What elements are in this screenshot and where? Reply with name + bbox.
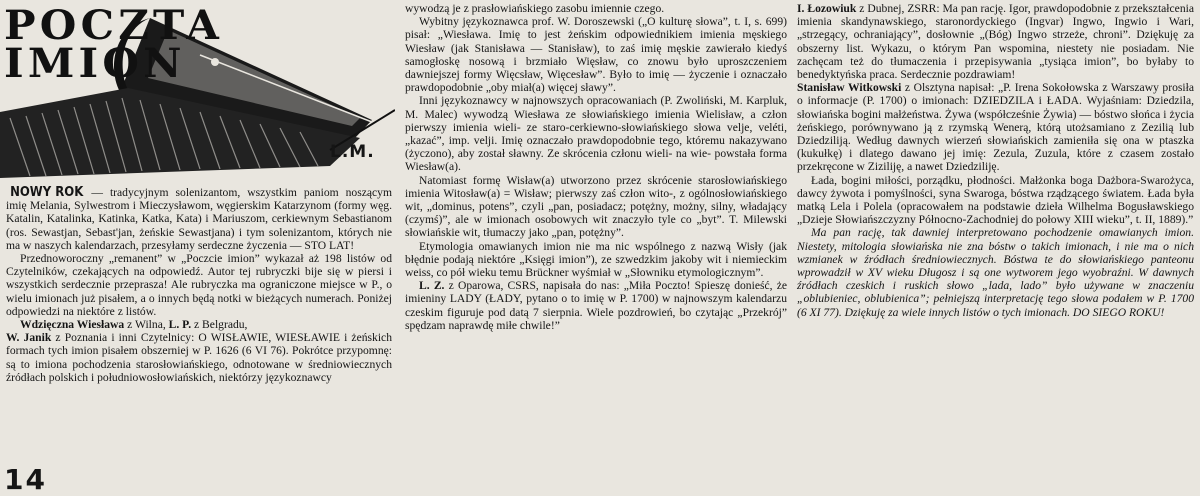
letter-reply bbox=[405, 279, 787, 332]
reader-name: Wdzięczna Wiesława bbox=[20, 318, 125, 332]
masthead bbox=[0, 0, 395, 192]
column-middle bbox=[405, 2, 787, 332]
section-title-line2: IMION bbox=[4, 40, 186, 87]
paragraph: Etymologia omawianych imion nie ma nic wspólnego z nazwą Wisły (jak błędnie podają niektóre „Księgi imion”), ze szwedzkim jakoby wit i niemieckim weiss, co pół wieku temu Brückner wyśmiał w „Słowniku etymologicznym”. bbox=[405, 239, 787, 280]
lead-paragraph bbox=[6, 186, 392, 252]
reader-name: Stanisław Witkowski bbox=[797, 81, 902, 95]
lead-heading: NOWY ROK bbox=[10, 185, 84, 200]
text-fragment: z Wilna, bbox=[127, 318, 166, 332]
reader-name: L. Z. bbox=[419, 279, 445, 293]
lead-text: — tradycyjnym solenizantom, wszystkim paniom noszącym imię Melania, Sylwestrom i Mieczysławom, węgierskim Katarzynom (formy węg. Katalin, Katalinka, Katinka, Katka, Kata) i Mariuszom, cerkiewnym Sebastianom (ros. Sewastjan, Sebast'jan, żeńskie Sewastjana) i tym solenizantom, których nie ma w naszych kalendarzach, przesyłamy serdeczne życzenia — STO LAT! bbox=[6, 186, 392, 252]
text-fragment: z Dubnej, ZSRR: Ma pan rację. Igor, prawdopodobnie z przekształcenia imienia skandynawskiego, staronordyckiego (Ingvar) Ingwo, Ingwio i Wari, „strzegący, ochraniający”, dosłownie „(Bóg) Ingwo strzeże, chroni”. Dziękuję za obszerny list. Wykazu, o którym Pan wspomina, niestety nie posiadam. Nie zachęcam też do tłumaczenia i przepisywania „tysiąca imion”, bo byłaby to benedyktyńska praca. Serdecznie pozdrawiam! bbox=[797, 2, 1194, 82]
author-signature: L.M. bbox=[330, 142, 375, 162]
reader-name: L. P. bbox=[168, 318, 192, 332]
column-left bbox=[6, 186, 392, 384]
text-fragment: z Belgradu, bbox=[194, 318, 248, 332]
letter-reply bbox=[797, 2, 1194, 81]
text-fragment: z Oparowa, CSRS, napisała do nas: „Miła Poczto! Spieszę donieść, że imieniny LADY (ŁADY, pytano o to imię w P. 1700) w najnowszym kalendarzu czeskim figuruje pod datą 7 sierpnia. Wiele pozdrowień, bo czytając „Przekrój” spędzam naprawdę miłe chwile!” bbox=[405, 279, 787, 332]
column-right bbox=[797, 2, 1194, 319]
paragraph: wywodzą je z prasłowiańskiego zasobu imiennie czego. bbox=[405, 2, 665, 15]
author-reply: Ma pan rację, tak dawniej interpretowano pochodzenie omawianych imion. Niestety, mitologia słowiańska nie zna bóstw o takich imionach, i nie ma o nich wzmianek w źródłach średniowiecznych. Bóstwa te do słowiańskiego panteonu wprowadził w XV wieku Długosz i są one wytworem jego wyobraźni. W dawnych źródłach czeskich i ruskich słowo „lada, lado” było używane w znaczeniu „oblubieniec, oblubienica”; pełniejszą interpretację tego słowa podałem w P. 1700 (6 XI 77). Dziękuję za wiele innych listów o tych imionach. DO SIEGO ROKU! bbox=[797, 226, 1194, 319]
letter-reply bbox=[6, 318, 392, 384]
paragraph: Inni językoznawcy w najnowszych opracowaniach (P. Zwoliński, M. Karpluk, M. Malec) wywodzą Wiesława ze słowiańskiego imienia Wielisław, a człon pierwszy imienia wieli- ze staro-cerkiewno-słowiańskiego słowa velje, veléti, „kazać”, imp. velji. Imię oznaczało prawdopodobnie tego, któremu nakazywano (życzono), aby został sławny. Ze skrócenia członu wieli- na wie- powstała forma Wiesław(a). bbox=[405, 94, 787, 174]
letter-reply bbox=[797, 81, 1194, 173]
reader-name: I. Łozowiuk bbox=[797, 2, 857, 15]
text-fragment: z Olsztyna napisał: „P. Irena Sokołowska z Warszawy prosiła o informacje (P. 1700) o imionach: DZIEDZILA i ŁADA. Wyjaśniam: Dziedzila, słowiańska bogini małżeństwa. Żywa (współcześnie Żywia) — bóstwo słońca i życia żeńskiego, porównywano ją z rzymską Wenerą, którą utożsamiano z Zezilią lub Dziedziliją. Według dawnych wierzeń słowiańskich zamieniła się ona w ptaszka (kukułkę) i dlatego dawano jej imię: Zezula, Zuzula, które z czasem zostało przekręcone w Ziziliję, a nawet Dziedziliję. bbox=[797, 81, 1194, 174]
page-number: 14 bbox=[4, 463, 47, 496]
paragraph: Wybitny językoznawca prof. W. Doroszewski („O kulturę słowa”, t. I, s. 699) pisał: „Wiesława. Imię to jest żeńskim odpowiednikiem imienia męskiego Wiesław (jak Stanisława — Stanisław), to zaś imię męskie zawierało kiedyś samogłoskę nosową i brzmiało Więsław, co znowu było uproszczeniem dawniejszej formy Więcsław, Więcesław”. Było to imię — życzenie i oznaczało prawdopodobnie „oby miał(a) więcej sławy”. bbox=[405, 15, 787, 95]
reader-name: W. Janik bbox=[6, 331, 52, 345]
text-fragment: z Poznania i inni Czytelnicy: O WISŁAWIE, WIESŁAWIE i żeńskich formach tych imion pisałem obszerniej w P. 1626 (6 VI 76). Pokrótce przypomnę: są to imiona pochodzenia starosłowiańskiego, odnotowane w średniowiecznych źródłach polskich i południowosłowiańskich, niektórzy językoznawcy bbox=[6, 331, 392, 384]
paragraph: Przednoworoczny „remanent” w „Poczcie imion” wykazał aż 198 listów od Czytelników, czekających na odpowiedź. Autor tej rubryczki bije się w piersi i wszystkich serdecznie przeprasza! Ale rubryczka ma ograniczone miejsce w P., o wielu imionach już pisałem, a o innych będą notki w bieżących numerach. Poniżej odpowiedzi na niektóre z listów. bbox=[6, 252, 392, 318]
paragraph: Natomiast formę Wisław(a) utworzono przez skrócenie starosłowiańskiego imienia Witosław(a) = Wisław; pierwszy zaś człon wito-, z ogólnosłowiańskiego wit, „dominus, potens”, czyli „pan, posiadacz; potężny, możny, silny, władający (czymś)”, ale w imionach osobowych wit znaczyło tyle co „byt”. T. Milewski słowiańskie wit, tłumaczy jako „pan, potężny”. bbox=[405, 173, 787, 240]
section-title-line1: POCZTA bbox=[4, 2, 224, 49]
paragraph: Łada, bogini miłości, porządku, płodności. Małżonka boga Dażbora-Swarożyca, dawcy żywota i pomyślności, syna Swaroga, bóstwa rządzącego światem. Łada była matką Lela i Polela (opracowałem na podstawie dzieła Wilhelma Bogusławskiego „Dzieje Słowiańszczyzny Północno-Zachodniej do połowy XIII wieku”, t. II, 1889).” bbox=[797, 173, 1194, 227]
